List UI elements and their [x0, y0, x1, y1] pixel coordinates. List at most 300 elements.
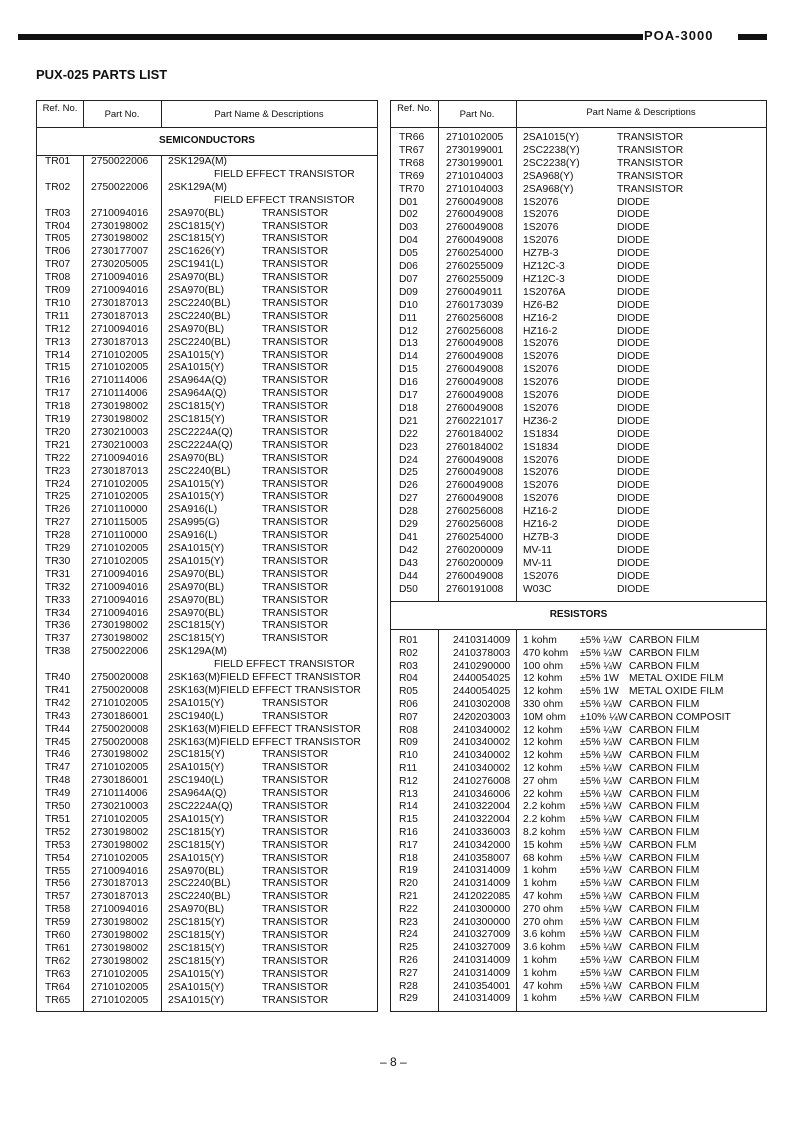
resistance-value: 22 kohm [523, 788, 563, 800]
part-no: 2760255009 [446, 261, 504, 272]
part-no: 2710102005 [91, 813, 149, 825]
part-type: DIODE [617, 402, 650, 414]
ref-no: R12 [399, 775, 418, 787]
part-name: 2SA970(BL) [168, 272, 225, 284]
part-type: TRANSISTOR [617, 170, 684, 182]
ref-no: TR49 [45, 788, 71, 800]
part-type: TRANSISTOR [262, 439, 329, 451]
part-type: TRANSISTOR [262, 852, 329, 864]
tolerance-wattage: ±5% ¼W [580, 903, 622, 915]
part-name: 1S2076 [523, 196, 559, 208]
part-no: 2730210003 [91, 426, 149, 438]
part-name-description: 2SK163(M)FIELD EFFECT TRANSISTOR [168, 684, 361, 696]
ref-no: TR13 [45, 336, 71, 348]
ref-no: TR04 [45, 220, 71, 232]
part-name: 1S2076 [523, 377, 559, 389]
part-name: 2SC2238(Y) [523, 144, 580, 156]
part-type: CARBON FILM [629, 827, 700, 838]
part-type: TRANSISTOR [262, 839, 329, 851]
part-no: 2760256008 [446, 519, 504, 530]
part-no: 2760184002 [446, 428, 504, 440]
part-no: 2410340002 [453, 750, 511, 762]
part-no: 2730198002 [91, 917, 149, 929]
part-name: 2SC1626(Y) [168, 246, 225, 258]
part-name: 2SA1015(Y) [523, 132, 580, 143]
part-no: 2760049008 [446, 338, 504, 350]
part-type: TRANSISTOR [262, 762, 329, 774]
tolerance-wattage: ±5% ¼W [580, 827, 622, 838]
part-no: 2710102005 [91, 852, 149, 864]
ref-no: TR43 [45, 710, 71, 722]
part-no: 2760256008 [446, 312, 504, 324]
part-no: 2410290000 [453, 660, 511, 672]
part-type: TRANSISTOR [262, 465, 329, 477]
part-name: 2SC2224A(Q) [168, 801, 233, 812]
part-no: 2710102005 [446, 132, 504, 143]
part-type: TRANSISTOR [262, 620, 329, 632]
part-name: 2SA970(BL) [168, 607, 225, 619]
ref-no: TR06 [45, 246, 71, 258]
part-no: 2410346006 [453, 788, 511, 800]
resistance-value: 10M ohm [523, 711, 566, 723]
part-name: HZ7B-3 [523, 531, 559, 543]
ref-no: R22 [399, 903, 418, 915]
ref-no: TR12 [45, 323, 71, 335]
ref-no: TR47 [45, 762, 71, 774]
part-no: 2730198002 [91, 826, 149, 838]
ref-no: D42 [399, 544, 418, 556]
ref-no: R29 [399, 993, 418, 1005]
ref-no: TR21 [45, 439, 71, 451]
part-no: 2410314009 [453, 635, 511, 646]
part-name: 2SA916(L) [168, 530, 218, 542]
ref-no: R28 [399, 980, 418, 992]
ref-no: TR70 [399, 183, 425, 195]
part-no: 2710094016 [91, 323, 149, 335]
col-header-part: Part No. [104, 109, 140, 120]
part-name: 1S2076 [523, 402, 559, 414]
part-no: 2410300000 [453, 916, 511, 928]
part-type: TRANSISTOR [262, 878, 329, 890]
part-no: 2710110000 [91, 530, 148, 542]
ref-no: D25 [399, 467, 418, 479]
part-type: CARBON FILM [629, 801, 700, 813]
tolerance-wattage: ±5% ¼W [580, 980, 622, 992]
resistance-value: 1 kohm [523, 635, 557, 646]
ref-no: TR26 [45, 504, 71, 516]
part-type: DIODE [617, 493, 650, 505]
part-name: 2SC2240(BL) [168, 878, 231, 890]
part-type: CARBON FILM [629, 647, 700, 659]
ref-no: D22 [399, 428, 418, 440]
ref-no: TR10 [45, 297, 71, 309]
resistance-value: 100 ohm [523, 660, 564, 672]
part-no: 2730198002 [91, 930, 149, 941]
part-name: 2SC1815(Y) [168, 826, 225, 838]
part-type: CARBON FILM [629, 993, 700, 1005]
part-no: 2730187013 [91, 310, 149, 322]
part-name: 2SA970(BL) [168, 904, 225, 916]
part-type: CARBON FILM [629, 635, 700, 646]
ref-no: TR42 [45, 697, 71, 709]
ref-no: R07 [399, 711, 418, 723]
ref-no: TR15 [45, 362, 71, 374]
part-type: TRANSISTOR [262, 775, 329, 787]
ref-no: TR45 [45, 736, 71, 748]
ref-no: TR29 [45, 543, 71, 554]
page-number: – 8 – [380, 1055, 407, 1069]
ref-no: TR69 [399, 170, 425, 182]
part-description: FIELD EFFECT TRANSISTOR [214, 168, 355, 180]
ref-no: TR32 [45, 581, 71, 593]
part-type: TRANSISTOR [262, 220, 329, 232]
ref-no: TR40 [45, 672, 71, 683]
tolerance-wattage: ±5% ¼W [580, 916, 622, 928]
part-no: 2730186001 [91, 710, 149, 722]
ref-no: TR31 [45, 568, 71, 580]
ref-no: R06 [399, 699, 418, 710]
ref-no: TR07 [45, 259, 71, 271]
ref-no: D28 [399, 506, 418, 518]
ref-no: TR08 [45, 272, 71, 284]
part-name: 2SA970(BL) [168, 452, 225, 464]
part-type: CARBON FILM [629, 852, 700, 864]
part-name: 2SC2240(BL) [168, 297, 231, 309]
part-name: 1S2076 [523, 351, 559, 363]
part-type: TRANSISTOR [262, 607, 329, 619]
part-no: 2760049008 [446, 467, 504, 479]
part-no: 2420203003 [453, 711, 511, 723]
part-no: 2760049011 [446, 286, 503, 298]
ref-no: TR23 [45, 465, 71, 477]
part-type: DIODE [617, 531, 650, 543]
ref-no: TR44 [45, 723, 71, 735]
page-title: PUX-025 PARTS LIST [36, 67, 168, 82]
part-name: HZ12C-3 [523, 261, 565, 272]
resistance-value: 12 kohm [523, 724, 563, 736]
part-no: 2760049008 [446, 454, 504, 466]
part-no: 2750022006 [91, 156, 149, 167]
part-type: CARBON FILM [629, 724, 700, 736]
ref-no: TR53 [45, 839, 71, 851]
part-name: MV-11 [523, 557, 552, 569]
ref-no: R19 [399, 865, 418, 877]
part-type: TRANSISTOR [262, 530, 329, 542]
ref-no: R23 [399, 916, 418, 928]
ref-no: TR41 [45, 684, 71, 696]
resistance-value: 12 kohm [523, 686, 563, 698]
ref-no: TR22 [45, 452, 71, 464]
part-type: DIODE [617, 544, 650, 556]
part-no: 2750022006 [91, 646, 149, 658]
part-no: 2760200009 [446, 544, 504, 556]
resistance-value: 2.2 kohm [523, 801, 566, 813]
col-header-part: Part No. [459, 109, 495, 120]
tolerance-wattage: ±5% ¼W [580, 750, 622, 762]
ref-no: R01 [399, 635, 418, 646]
part-no: 2710102005 [91, 543, 149, 554]
part-type: TRANSISTOR [262, 749, 329, 761]
part-no: 2710110000 [91, 504, 148, 516]
part-no: 2440054025 [453, 673, 511, 685]
part-no: 2760049008 [446, 196, 504, 208]
part-type: TRANSISTOR [262, 233, 329, 245]
part-type: CARBON FILM [629, 865, 700, 877]
part-no: 2410314009 [453, 878, 511, 890]
part-no: 2730198002 [91, 942, 149, 954]
ref-no: TR54 [45, 852, 71, 864]
section-resistors: RESISTORS [549, 609, 608, 620]
ref-no: TR30 [45, 555, 71, 567]
part-no: 2440054025 [453, 686, 511, 698]
ref-no: D11 [399, 312, 418, 324]
part-type: DIODE [617, 570, 650, 582]
ref-no: R21 [399, 891, 418, 902]
part-name: 2SA1015(Y) [168, 478, 225, 490]
tolerance-wattage: ±5% ¼W [580, 737, 622, 749]
part-no: 2710102005 [91, 994, 149, 1006]
part-no: 2760256008 [446, 325, 504, 337]
part-name: 2SA995(G) [168, 517, 220, 529]
resistance-value: 270 ohm [523, 903, 564, 915]
part-type: TRANSISTOR [262, 452, 329, 464]
part-no: 2750020008 [91, 736, 149, 748]
part-no: 2750022006 [91, 181, 149, 193]
part-name: 1S2076 [523, 209, 559, 221]
part-type: DIODE [617, 377, 650, 389]
part-no: 2710102005 [91, 478, 149, 490]
tolerance-wattage: ±5% ¼W [580, 724, 622, 736]
part-type: METAL OXIDE FILM [629, 686, 724, 698]
ref-no: R11 [399, 763, 418, 774]
part-name: 2SA1015(Y) [168, 762, 225, 774]
part-no: 2730187013 [91, 336, 149, 348]
part-type: CARBON FILM [629, 955, 700, 966]
part-no: 2410322004 [453, 801, 511, 813]
part-type: TRANSISTOR [262, 555, 329, 567]
ref-no: D43 [399, 557, 418, 569]
resistance-value: 12 kohm [523, 673, 563, 685]
part-no: 2710094016 [91, 865, 149, 877]
part-name: 2SA1015(Y) [168, 362, 225, 374]
resistance-value: 1 kohm [523, 955, 557, 966]
resistance-value: 330 ohm [523, 699, 564, 710]
part-name: MV-11 [523, 544, 552, 556]
ref-no: TR09 [45, 285, 71, 296]
resistance-value: 47 kohm [523, 891, 563, 902]
part-no: 2760191008 [446, 583, 504, 595]
ref-no: TR37 [45, 633, 71, 645]
part-type: TRANSISTOR [262, 543, 329, 554]
part-no: 2410302008 [453, 699, 511, 710]
part-type: CARBON FILM [629, 775, 700, 787]
part-name: 2SA970(BL) [168, 865, 225, 877]
ref-no: D41 [399, 531, 418, 543]
part-no: 2710102005 [91, 349, 149, 361]
ref-no: TR16 [45, 375, 71, 387]
ref-no: TR65 [45, 994, 71, 1006]
part-type: CARBON FILM [629, 942, 700, 954]
part-no: 2410327009 [453, 929, 511, 941]
part-no: 2730187013 [91, 297, 149, 309]
part-type: TRANSISTOR [617, 132, 684, 143]
resistance-value: 1 kohm [523, 993, 557, 1005]
tolerance-wattage: ±5% ¼W [580, 993, 622, 1005]
part-no: 2760254000 [446, 531, 504, 543]
part-type: TRANSISTOR [262, 207, 329, 219]
ref-no: R10 [399, 750, 418, 762]
part-name: 2SC2224A(Q) [168, 426, 233, 438]
tolerance-wattage: ±5% ¼W [580, 788, 622, 800]
part-no: 2730210003 [91, 801, 149, 812]
part-type: DIODE [617, 428, 650, 440]
part-no: 2730205005 [91, 259, 149, 271]
resistance-value: 1 kohm [523, 878, 557, 890]
part-type: TRANSISTOR [262, 826, 329, 838]
part-no: 2760049008 [446, 351, 504, 363]
part-type: CARBON FILM [629, 660, 700, 672]
part-type: TRANSISTOR [262, 633, 329, 645]
part-no: 2730199001 [446, 157, 504, 169]
part-name: 1S2076 [523, 480, 559, 492]
part-description: FIELD EFFECT TRANSISTOR [214, 659, 355, 671]
ref-no: TR27 [45, 517, 71, 529]
part-name: 2SC1815(Y) [168, 620, 225, 632]
part-no: 2710094016 [91, 207, 149, 219]
tolerance-wattage: ±5% ¼W [580, 967, 622, 979]
part-name: 2SA970(BL) [168, 207, 225, 219]
tolerance-wattage: ±5% ¼W [580, 852, 622, 864]
ref-no: TR57 [45, 891, 71, 903]
ref-no: D26 [399, 480, 418, 492]
part-no: 2710094016 [91, 272, 149, 284]
ref-no: TR52 [45, 826, 71, 838]
ref-no: TR11 [45, 310, 70, 322]
resistance-value: 3.6 kohm [523, 942, 566, 954]
part-type: TRANSISTOR [262, 788, 329, 800]
part-no: 2710094016 [91, 452, 149, 464]
part-no: 2760049008 [446, 377, 504, 389]
ref-no: D14 [399, 351, 418, 363]
part-type: TRANSISTOR [617, 144, 684, 156]
part-type: DIODE [617, 273, 650, 285]
ref-no: D13 [399, 338, 418, 350]
section-semiconductors: SEMICONDUCTORS [159, 135, 255, 146]
part-no: 2760049008 [446, 402, 504, 414]
part-no: 2710094016 [91, 904, 149, 916]
part-name: HZ16-2 [523, 325, 558, 337]
part-type: TRANSISTOR [262, 375, 329, 387]
ref-no: D29 [399, 519, 418, 530]
ref-no: D24 [399, 454, 418, 466]
part-no: 2730187013 [91, 878, 149, 890]
part-no: 2710104003 [446, 183, 504, 195]
ref-no: D03 [399, 222, 418, 234]
part-type: CARBON FILM [629, 814, 700, 826]
part-no: 2730177007 [91, 246, 149, 258]
part-name: 2SC2238(Y) [523, 157, 580, 169]
tolerance-wattage: ±5% ¼W [580, 942, 622, 954]
tolerance-wattage: ±5% ¼W [580, 878, 622, 890]
part-no: 2410340002 [453, 724, 511, 736]
part-name: 1S1834 [523, 428, 559, 440]
part-no: 2410342000 [453, 839, 511, 851]
part-type: TRANSISTOR [262, 981, 329, 993]
part-name: 2SA1015(Y) [168, 349, 225, 361]
ref-no: R26 [399, 955, 418, 966]
part-name: 2SA916(L) [168, 504, 218, 516]
ref-no: R04 [399, 673, 418, 685]
part-type: DIODE [617, 338, 650, 350]
ref-no: TR60 [45, 930, 71, 941]
ref-no: D05 [399, 248, 418, 260]
part-type: TRANSISTOR [262, 323, 329, 335]
part-type: TRANSISTOR [262, 517, 329, 529]
tolerance-wattage: ±5% ¼W [580, 775, 622, 787]
part-name: 2SC1815(Y) [168, 220, 225, 232]
part-type: CARBON FILM [629, 699, 700, 710]
part-no: 2760256008 [446, 506, 504, 518]
part-type: TRANSISTOR [262, 994, 329, 1006]
tolerance-wattage: ±5% ¼W [580, 635, 622, 646]
part-type: TRANSISTOR [262, 581, 329, 593]
ref-no: TR17 [45, 388, 71, 400]
part-no: 2710104003 [446, 170, 504, 182]
part-name: 2SA970(BL) [168, 323, 225, 335]
part-no: 2710094016 [91, 594, 149, 606]
resistance-value: 27 ohm [523, 775, 558, 787]
part-name: 1S1834 [523, 441, 559, 453]
part-type: DIODE [617, 351, 650, 363]
ref-no: R17 [399, 839, 418, 851]
part-name: 2SA1015(Y) [168, 813, 225, 825]
part-type: TRANSISTOR [262, 942, 329, 954]
ref-no: TR50 [45, 801, 71, 812]
part-no: 2410300000 [453, 903, 511, 915]
part-name: HZ36-2 [523, 415, 558, 427]
ref-no: TR63 [45, 968, 71, 980]
ref-no: D27 [399, 493, 418, 505]
part-name: 2SC1815(Y) [168, 401, 225, 413]
ref-no: TR68 [399, 157, 425, 169]
part-name: 1S2076 [523, 454, 559, 466]
tolerance-wattage: ±5% ¼W [580, 839, 622, 851]
part-type: TRANSISTOR [617, 183, 684, 195]
ref-no: R24 [399, 929, 418, 941]
part-name: 2SC1940(L) [168, 775, 224, 787]
part-type: TRANSISTOR [262, 568, 329, 580]
ref-no: TR28 [45, 530, 71, 542]
part-name: 2SC2224A(Q) [168, 439, 233, 451]
part-no: 2410276008 [453, 775, 511, 787]
part-no: 2730198002 [91, 749, 149, 761]
part-type: CARBON FILM [629, 916, 700, 928]
part-name: 1S2076 [523, 390, 559, 401]
part-type: CARBON FILM [629, 737, 700, 749]
resistance-value: 15 kohm [523, 839, 563, 851]
part-type: DIODE [617, 454, 650, 466]
tolerance-wattage: ±5% ¼W [580, 891, 622, 902]
ref-no: TR02 [45, 181, 71, 193]
part-no: 2710115005 [91, 517, 148, 529]
ref-no: D02 [399, 209, 418, 221]
part-name: 2SC1815(Y) [168, 942, 225, 954]
part-no: 2410314009 [453, 865, 511, 877]
part-name: 1S2076A [523, 286, 566, 298]
ref-no: R27 [399, 967, 418, 979]
part-name: 2SC1815(Y) [168, 930, 225, 941]
part-type: CARBON FILM [629, 980, 700, 992]
